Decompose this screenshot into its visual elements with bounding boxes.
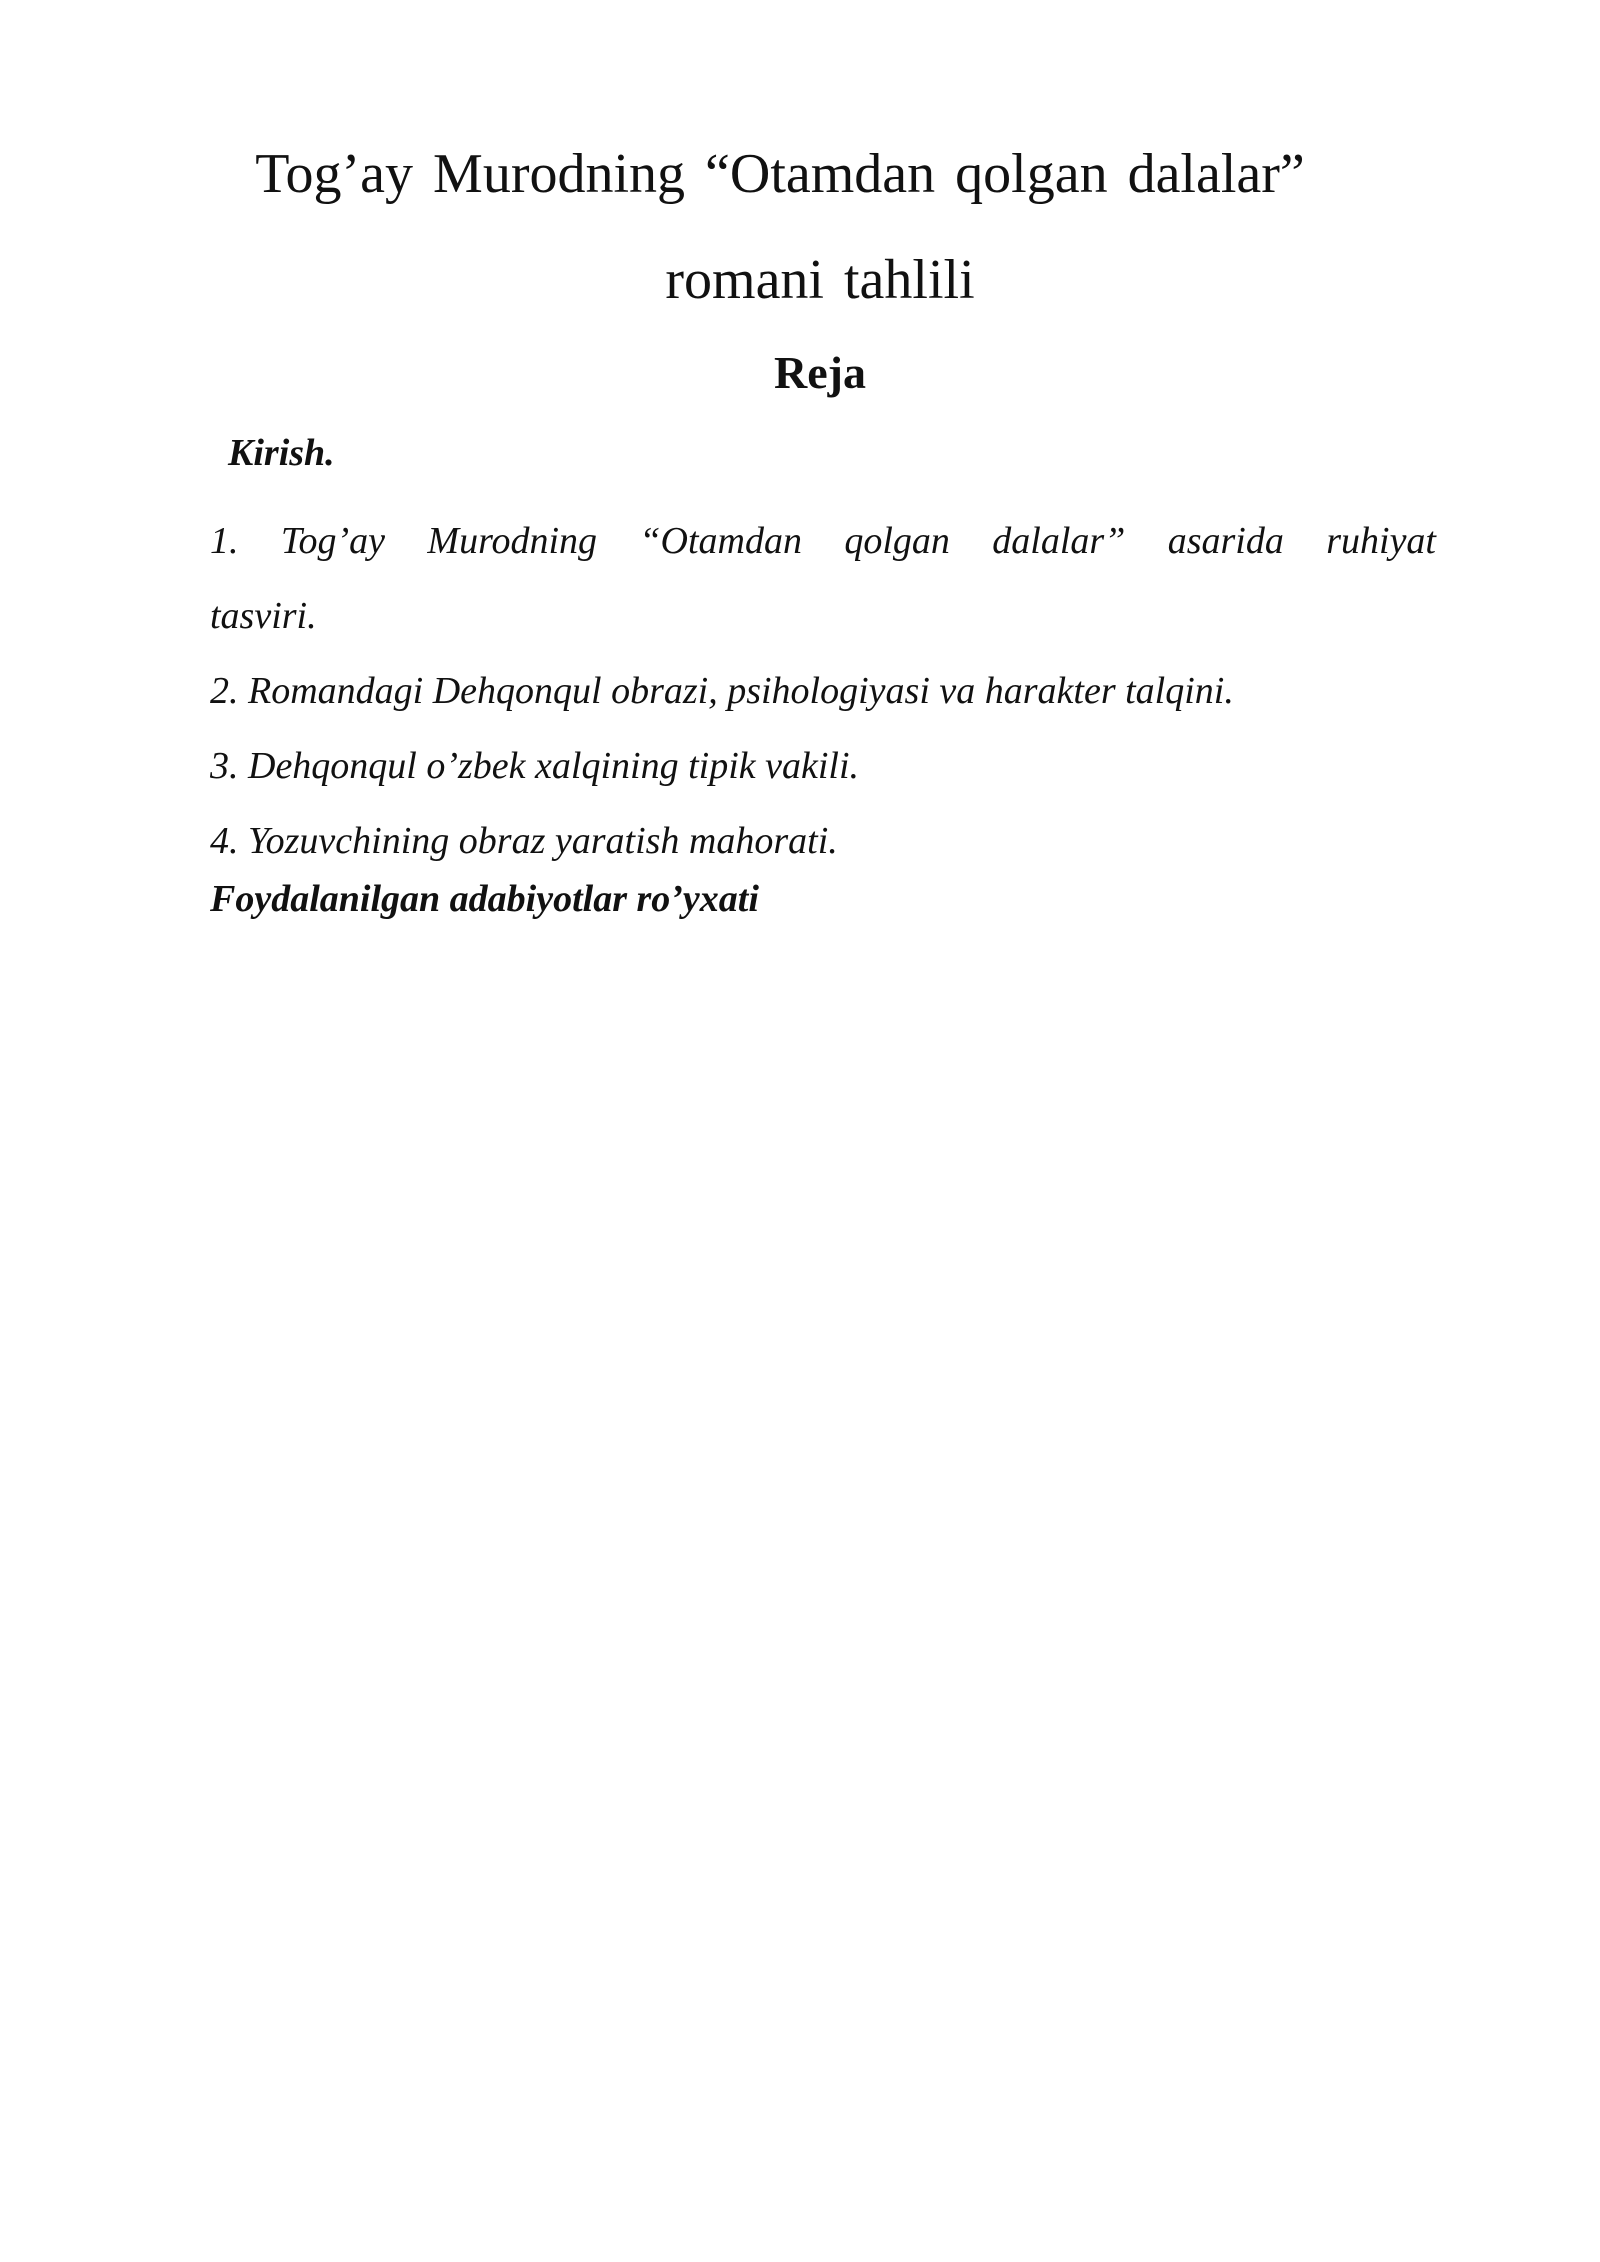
references-heading: Foydalanilgan adabiyotlar ro’yxati xyxy=(210,878,759,920)
intro-label: Kirish. xyxy=(228,432,335,474)
plan-item-4: 4. Yozuvchining obraz yaratish mahorati. xyxy=(210,820,838,862)
plan-heading: Reja xyxy=(774,347,866,398)
document-title-line-1: Tog’ay Murodning “Otamdan qolgan dalalar” xyxy=(255,143,1305,205)
plan-item-3: 3. Dehqonqul o’zbek xalqining tipik vakili. xyxy=(210,745,860,787)
document-title-line-2: romani tahlili xyxy=(665,249,975,311)
plan-item-1-line-1: 1. Tog’ay Murodning “Otamdan qolgan dalalar” asarida ruhiyat xyxy=(210,520,1436,562)
plan-item-2: 2. Romandagi Dehqonqul obrazi, psihologiyasi va harakter talqini. xyxy=(210,670,1234,712)
plan-item-1 xyxy=(210,504,1436,654)
plan-item-1-line-2: tasviri. xyxy=(210,595,317,637)
plan-list xyxy=(210,504,1436,879)
